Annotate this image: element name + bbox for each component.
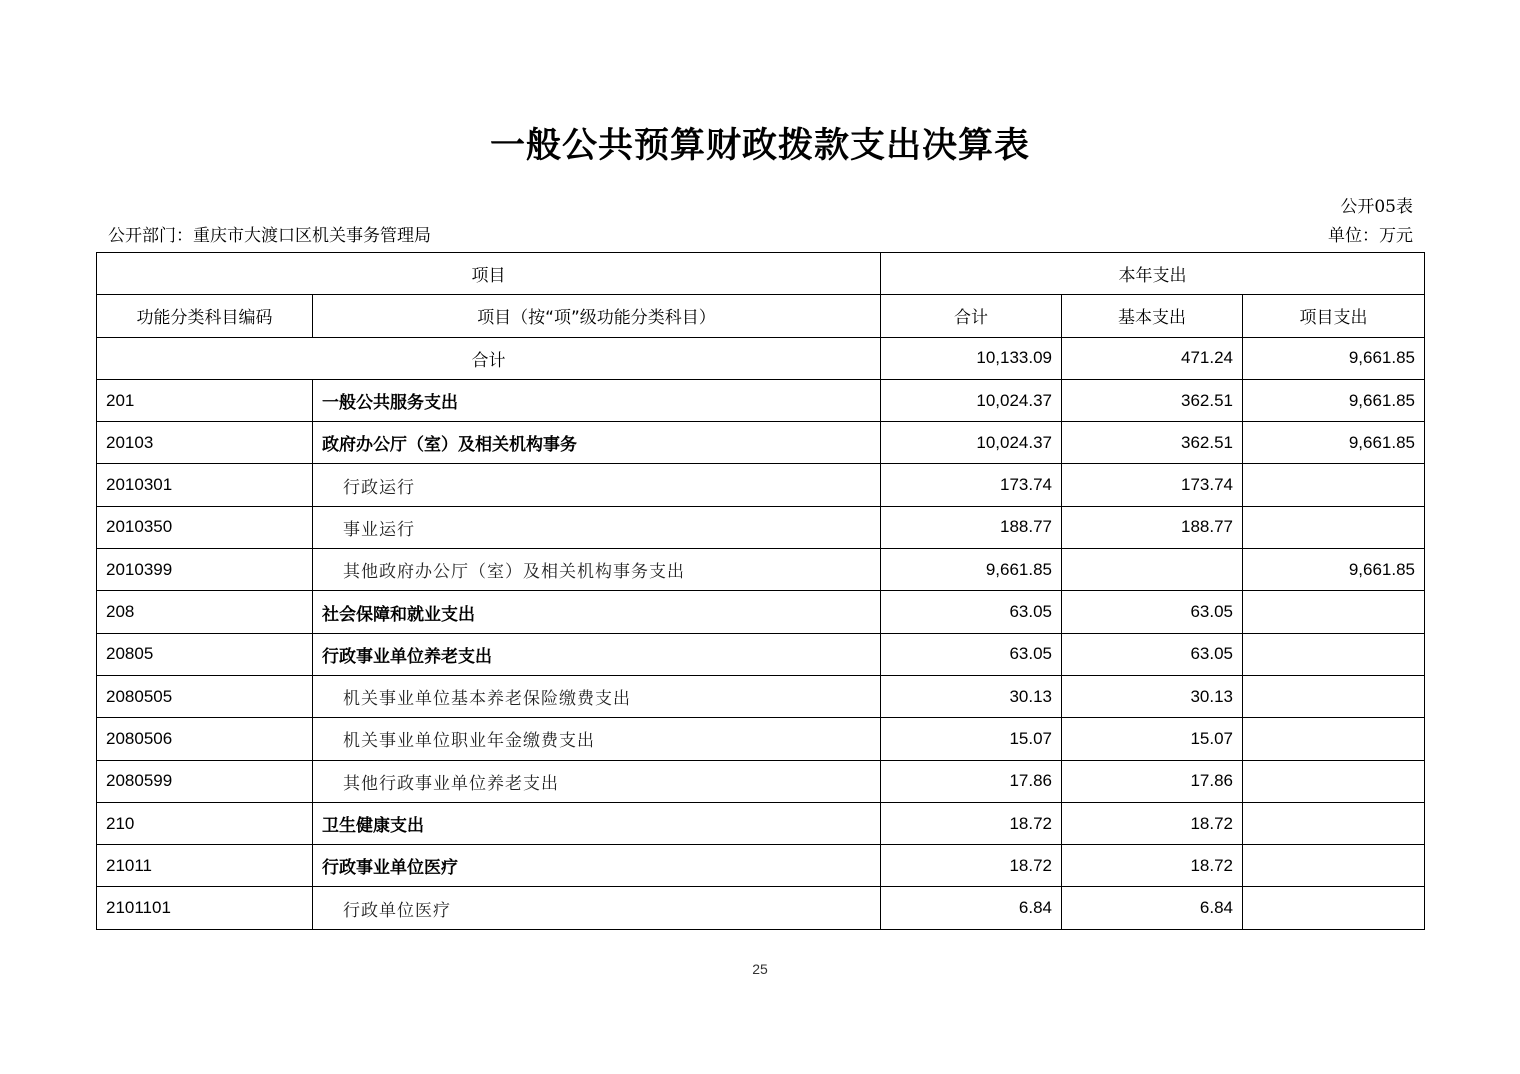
row-name: 一般公共服务支出 (313, 379, 881, 421)
row-code: 2080599 (97, 760, 313, 802)
row-code: 2080505 (97, 675, 313, 717)
row-project (1243, 845, 1425, 887)
row-project: 9,661.85 (1243, 549, 1425, 591)
table-row (97, 633, 1425, 675)
row-project (1243, 887, 1425, 929)
budget-table (96, 252, 1425, 930)
row-basic: 63.05 (1062, 591, 1243, 633)
header-total: 合计 (881, 295, 1062, 337)
row-basic: 6.84 (1062, 887, 1243, 929)
row-code: 2101101 (97, 887, 313, 929)
total-row-label: 合计 (97, 337, 881, 379)
row-total: 173.74 (881, 464, 1062, 506)
row-total: 10,024.37 (881, 379, 1062, 421)
row-project (1243, 633, 1425, 675)
row-code: 201 (97, 379, 313, 421)
row-code: 21011 (97, 845, 313, 887)
header-current-year: 本年支出 (881, 253, 1425, 295)
row-basic: 30.13 (1062, 675, 1243, 717)
row-project (1243, 760, 1425, 802)
row-name: 其他政府办公厅（室）及相关机构事务支出 (313, 549, 881, 591)
header-row-2 (97, 295, 1425, 337)
table-row (97, 718, 1425, 760)
row-basic: 15.07 (1062, 718, 1243, 760)
table-row (97, 506, 1425, 548)
row-name: 卫生健康支出 (313, 802, 881, 844)
department-label: 公开部门：重庆市大渡口区机关事务管理局 (108, 226, 431, 246)
row-name: 政府办公厅（室）及相关机构事务 (313, 422, 881, 464)
row-total: 30.13 (881, 675, 1062, 717)
row-basic: 63.05 (1062, 633, 1243, 675)
row-code: 2010301 (97, 464, 313, 506)
header-project: 项目支出 (1243, 295, 1425, 337)
row-code: 20103 (97, 422, 313, 464)
row-basic: 362.51 (1062, 422, 1243, 464)
row-project (1243, 464, 1425, 506)
row-code: 2010399 (97, 549, 313, 591)
row-name: 机关事业单位职业年金缴费支出 (313, 718, 881, 760)
row-project (1243, 675, 1425, 717)
row-basic (1062, 549, 1243, 591)
row-name: 社会保障和就业支出 (313, 591, 881, 633)
row-total: 6.84 (881, 887, 1062, 929)
row-name: 机关事业单位基本养老保险缴费支出 (313, 675, 881, 717)
total-row (97, 337, 1425, 379)
row-name: 其他行政事业单位养老支出 (313, 760, 881, 802)
row-basic: 18.72 (1062, 845, 1243, 887)
unit-label: 单位：万元 (1328, 226, 1413, 246)
row-code: 210 (97, 802, 313, 844)
row-basic: 188.77 (1062, 506, 1243, 548)
header-row-1 (97, 253, 1425, 295)
row-project: 9,661.85 (1243, 379, 1425, 421)
row-project: 9,661.85 (1243, 422, 1425, 464)
row-total: 18.72 (881, 802, 1062, 844)
header-item: 项目 (97, 253, 881, 295)
total-row-total: 10,133.09 (881, 337, 1062, 379)
row-total: 9,661.85 (881, 549, 1062, 591)
row-project (1243, 718, 1425, 760)
row-total: 15.07 (881, 718, 1062, 760)
row-total: 188.77 (881, 506, 1062, 548)
table-row (97, 379, 1425, 421)
header-code: 功能分类科目编码 (97, 295, 313, 337)
table-row (97, 760, 1425, 802)
row-total: 63.05 (881, 591, 1062, 633)
row-code: 2080506 (97, 718, 313, 760)
table-row (97, 675, 1425, 717)
row-name: 行政事业单位医疗 (313, 845, 881, 887)
table-row (97, 549, 1425, 591)
row-total: 63.05 (881, 633, 1062, 675)
row-basic: 362.51 (1062, 379, 1243, 421)
row-name: 行政单位医疗 (313, 887, 881, 929)
table-row (97, 422, 1425, 464)
row-code: 20805 (97, 633, 313, 675)
row-basic: 18.72 (1062, 802, 1243, 844)
row-total: 18.72 (881, 845, 1062, 887)
document-title: 一般公共预算财政拨款支出决算表 (489, 126, 1030, 166)
row-project (1243, 591, 1425, 633)
row-code: 208 (97, 591, 313, 633)
total-row-basic: 471.24 (1062, 337, 1243, 379)
row-total: 10,024.37 (881, 422, 1062, 464)
total-row-project: 9,661.85 (1243, 337, 1425, 379)
row-project (1243, 802, 1425, 844)
row-name: 事业运行 (313, 506, 881, 548)
header-item-detail: 项目（按“项”级功能分类科目） (313, 295, 881, 337)
table-row (97, 591, 1425, 633)
table-row (97, 887, 1425, 929)
row-basic: 173.74 (1062, 464, 1243, 506)
row-code: 2010350 (97, 506, 313, 548)
form-number: 公开05表 (1340, 197, 1413, 217)
table-row (97, 845, 1425, 887)
row-name: 行政运行 (313, 464, 881, 506)
row-total: 17.86 (881, 760, 1062, 802)
header-basic: 基本支出 (1062, 295, 1243, 337)
row-basic: 17.86 (1062, 760, 1243, 802)
table-row (97, 802, 1425, 844)
table-row (97, 464, 1425, 506)
page-number: 25 (752, 961, 768, 977)
row-project (1243, 506, 1425, 548)
row-name: 行政事业单位养老支出 (313, 633, 881, 675)
